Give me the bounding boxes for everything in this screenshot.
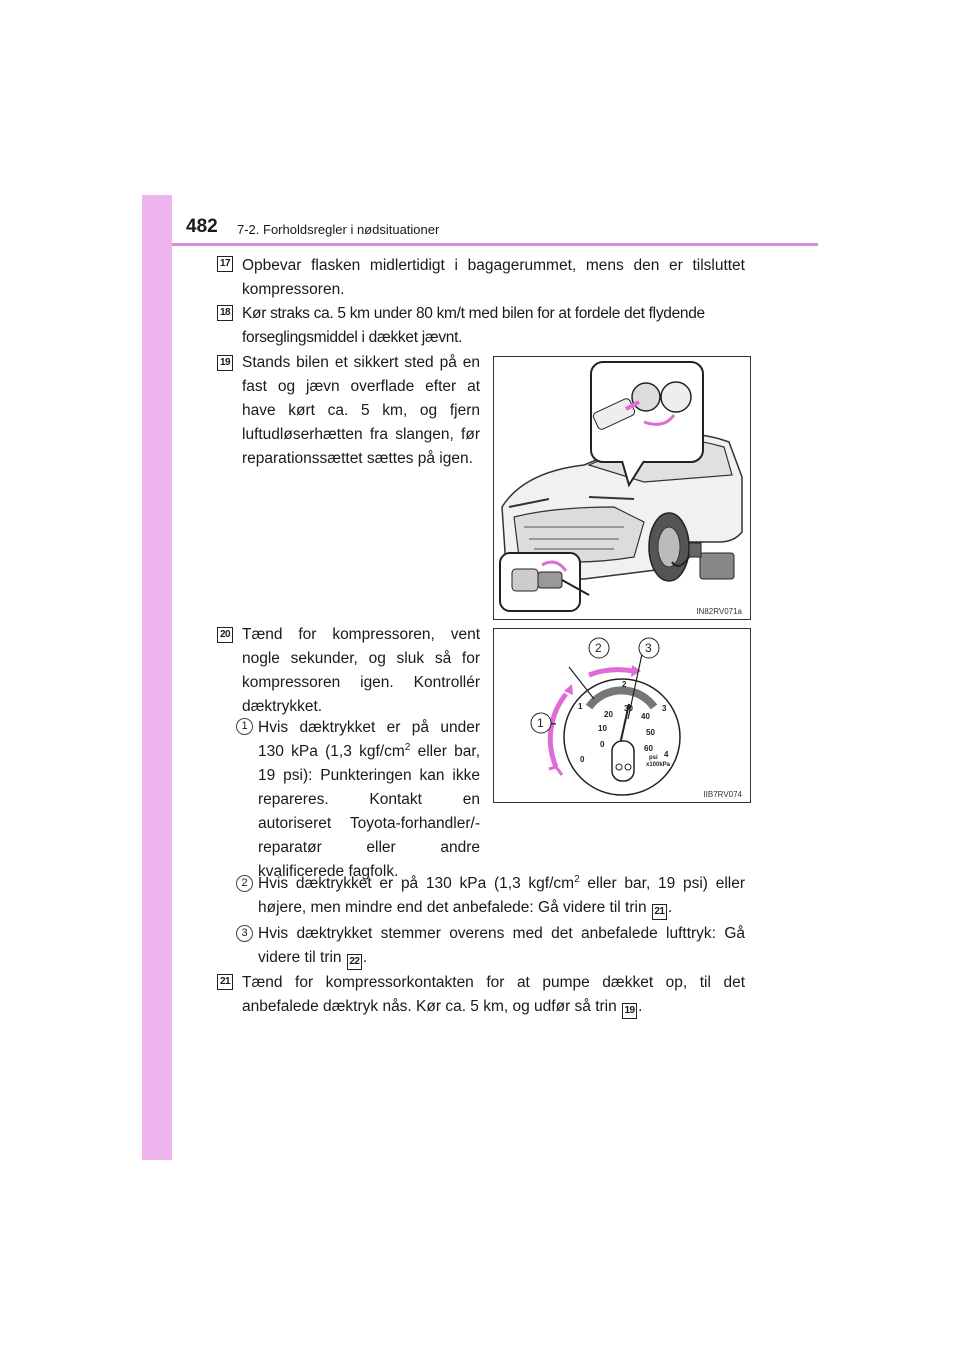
step-ref-19: 19 xyxy=(622,1003,637,1019)
bar-tick-1: 1 xyxy=(578,702,583,711)
figure-code: IIB7RV074 xyxy=(703,790,742,799)
step-21-text-a: Tænd for kompressorkontakten for at pumpe dækket op, til det anbefalede dæktryk nås. Kør ca. 5 km, og udfør så trin xyxy=(242,974,745,1015)
step-18-text: Kør straks ca. 5 km under 80 km/t med bilen for at fordele det flydende forseglingsmiddel i dækket jævnt. xyxy=(242,305,705,346)
sub-item-1-text-a: Hvis dæktrykket er på under 130 kPa (1,3 kgf/cm xyxy=(258,719,480,760)
step-badge-21: 21 xyxy=(217,974,233,990)
header-divider xyxy=(172,243,818,246)
sub-item-1-marker: 1 xyxy=(236,718,253,735)
step-21-text xyxy=(242,971,745,1019)
sub-item-2-text-a: Hvis dæktrykket er på 130 kPa (1,3 kgf/cm xyxy=(258,875,575,892)
section-title: 7-2. Forholdsregler i nødsituationer xyxy=(237,222,440,237)
step-badge-17: 17 xyxy=(217,256,233,272)
psi-tick-40: 40 xyxy=(641,712,650,721)
car-repair-figure xyxy=(493,356,751,620)
step-ref-22: 22 xyxy=(347,954,362,970)
pressure-gauge-figure xyxy=(493,628,751,803)
bar-tick-2: 2 xyxy=(622,680,627,689)
figure-code: IN82RV071a xyxy=(696,607,742,616)
page-number: 482 xyxy=(186,216,218,237)
chapter-sidebar-tab xyxy=(142,195,172,1160)
step-17-text: Opbevar flasken midlertidigt i bagagerummet, mens den er tilsluttet kompressoren. xyxy=(242,257,745,298)
period: . xyxy=(638,998,643,1015)
sub-item-1-text-b: eller bar, 19 psi): Punkteringen kan ikke repareres. Kontakt en autoriseret Toyota-forhandler/-reparatør eller andre kvalificerede fagfolk. xyxy=(258,743,480,880)
period: . xyxy=(667,899,673,916)
unit-psi: psi xyxy=(649,755,658,761)
sub-item-1-text xyxy=(258,716,480,884)
step-ref-21: 21 xyxy=(652,904,667,920)
psi-tick-60: 60 xyxy=(644,744,653,753)
step-badge-20: 20 xyxy=(217,627,233,643)
psi-tick-10: 10 xyxy=(598,724,607,733)
sub-item-3-marker: 3 xyxy=(236,925,253,942)
step-badge-19: 19 xyxy=(217,355,233,371)
unit-kpa: x100kPa xyxy=(646,762,671,768)
period: . xyxy=(362,949,368,966)
step-20-text: Tænd for kompressoren, vent nogle sekunder, og sluk så for kompressoren igen. Kontrollér dæktrykket. xyxy=(242,626,480,715)
psi-tick-20: 20 xyxy=(604,710,613,719)
sub-item-2-marker: 2 xyxy=(236,875,253,892)
step-badge-18: 18 xyxy=(217,305,233,321)
psi-tick-0: 0 xyxy=(600,740,605,749)
psi-tick-30: 30 xyxy=(624,704,633,713)
sub-item-2-text xyxy=(258,872,745,920)
bar-tick-0: 0 xyxy=(580,755,585,764)
sub-item-3-text xyxy=(258,922,745,970)
psi-tick-50: 50 xyxy=(646,728,655,737)
bar-tick-4: 4 xyxy=(664,750,669,759)
car-with-repair-kit-illustration xyxy=(494,357,750,619)
superscript: 2 xyxy=(574,873,580,885)
superscript: 2 xyxy=(404,741,411,753)
callout-2: 2 xyxy=(595,641,602,655)
pressure-gauge-illustration xyxy=(494,629,750,802)
callout-1: 1 xyxy=(537,716,544,730)
sub-item-2-text-b: eller bar, 19 psi) eller højere, men mindre end det anbefalede: Gå videre til trin xyxy=(258,875,745,916)
callout-3: 3 xyxy=(645,641,652,655)
bar-tick-3: 3 xyxy=(662,704,667,713)
step-19-text: Stands bilen et sikkert sted på en fast og jævn overflade efter at have kørt ca. 5 km, og fjern luftudløserhætten fra slangen, før reparationssættet sættes på igen. xyxy=(242,354,480,467)
sub-item-3-text-a: Hvis dæktrykket stemmer overens med det anbefalede lufttryk: Gå videre til trin xyxy=(258,925,745,966)
